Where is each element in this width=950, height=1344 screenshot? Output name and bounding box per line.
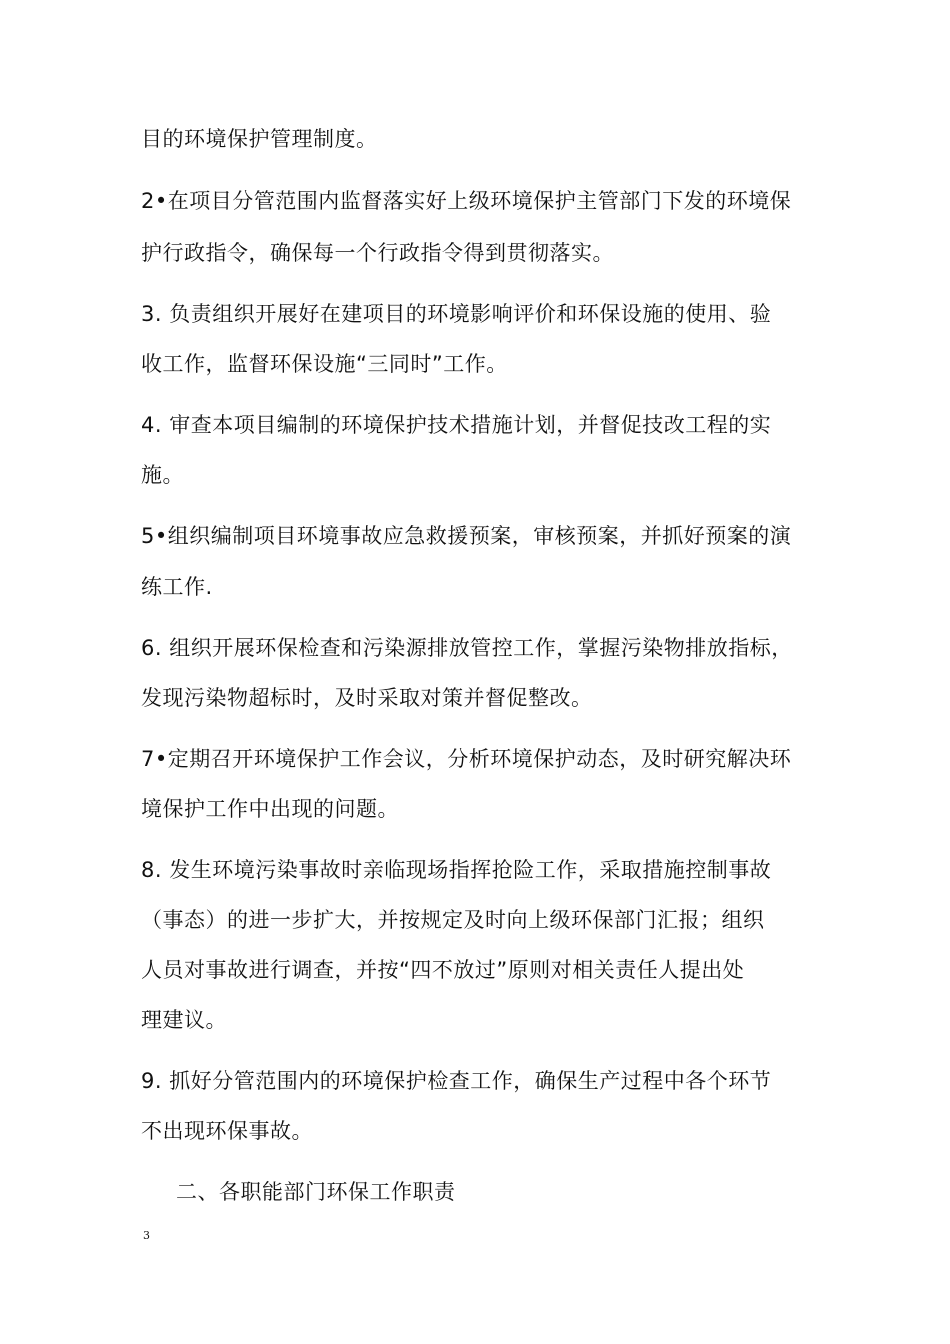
text-line: 8. 发生环境污染事故时亲临现场指挥抢险工作，采取措施控制事故 [141,858,772,882]
text-line: （事态）的进一步扩大，并按规定及时向上级环保部门汇报；组织 [141,908,765,932]
text-line: 9. 抓好分管范围内的环境保护检查工作，确保生产过程中各个环节 [141,1069,772,1093]
text-line: 护行政指令，确保每一个行政指令得到贯彻落实。 [141,241,614,265]
text-line: 人员对事故进行调查，并按“四不放过”原则对相关责任人提出处 [141,958,745,982]
text-line: 3. 负责组织开展好在建项目的环境影响评价和环保设施的使用、验 [141,302,772,326]
section-heading: 二、各职能部门环保工作职责 [176,1180,456,1204]
text-line: 5•组织编制项目环境事故应急救援预案，审核预案，并抓好预案的演 [141,524,792,548]
text-line: 目的环境保护管理制度。 [141,127,378,151]
text-line: 发现污染物超标时，及时采取对策并督促整改。 [141,686,593,710]
text-line: 7•定期召开环境保护工作会议，分析环境保护动态，及时研究解决环 [141,747,792,771]
text-line: 4. 审查本项目编制的环境保护技术措施计划，并督促技改工程的实 [141,413,772,437]
text-line: 收工作，监督环保设施“三同时”工作。 [141,352,508,376]
text-line: 2•在项目分管范围内监督落实好上级环境保护主管部门下发的环境保 [141,189,792,213]
text-line: 施。 [141,463,184,487]
text-line: 不出现环保事故。 [141,1119,313,1143]
text-line: 6. 组织开展环保检查和污染源排放管控工作，掌握污染物排放指标， [141,636,793,660]
text-line: 练工作. [141,575,213,599]
text-line: 境保护工作中出现的问题。 [141,797,399,821]
page-number: 3 [143,1229,150,1242]
text-line: 理建议。 [141,1008,227,1032]
